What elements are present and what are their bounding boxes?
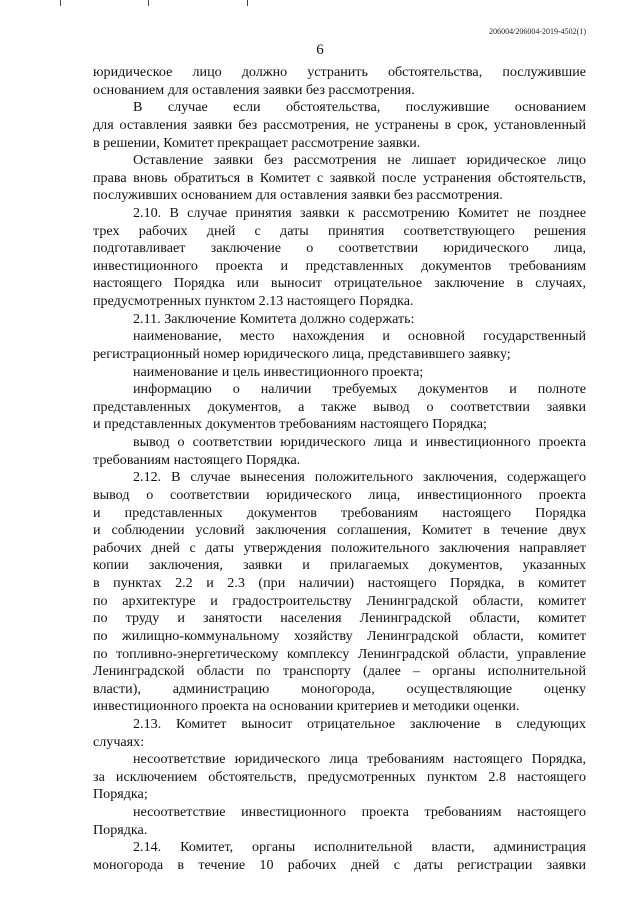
text-line: Ленинградской области по транспорту (далее – органы исполнительной <box>93 663 586 680</box>
text-line: вывод о соответствии юридического лица и инвестиционного проекта <box>133 434 586 450</box>
page-number: 6 <box>316 42 324 58</box>
text-line: наименование и цель инвестиционного проекта; <box>133 363 424 380</box>
text-line: информацию о наличии требуемых документов и полноте <box>133 381 586 398</box>
text-line: по жилищно-коммунальному хозяйству Ленинградской области, комитет <box>93 627 586 644</box>
text-line: права вновь обратиться в Комитет с заявкой после устранения обстоятельств, <box>93 169 586 186</box>
text-line: Порядка; <box>93 786 148 803</box>
text-line: для оставления заявки без рассмотрения, не устранены в срок, установленный <box>93 116 586 133</box>
text-line: инвестиционного проекта и представленных документов требованиям <box>93 257 586 274</box>
text-line: представленных документов, а также вывод о соответствии заявки <box>93 398 586 415</box>
text-line: Оставление заявки без рассмотрения не лишает юридическое лицо <box>133 152 586 169</box>
text-line: 2.14. Комитет, органы исполнительной власти, администрация <box>133 839 586 856</box>
text-line: трех рабочих дней с даты принятия соответствующего решения <box>93 222 586 239</box>
text-line: копии заключения, заявки и прилагаемых документов, указанных <box>93 557 586 574</box>
text-line: и представленных документов требованиям настоящего Порядка <box>93 504 586 521</box>
text-line: в пунктах 2.2 и 2.3 (при наличии) настоящего Порядка, в комитет <box>93 575 586 591</box>
text-line: В случае если обстоятельства, послужившие основанием <box>133 99 586 116</box>
text-line: рабочих дней с даты утверждения положительного заключения направляет <box>93 539 586 556</box>
scan-mark <box>148 0 149 6</box>
text-line: подготавливает заключение о соответствии юридического лица, <box>93 240 586 257</box>
scan-mark <box>60 0 61 6</box>
text-line: требованиям настоящего Порядка. <box>93 451 301 468</box>
text-line: регистрационный номер юридического лица, представившего заявку; <box>93 345 511 362</box>
text-line: вывод о соответствии юридического лица, инвестиционного проекта <box>93 486 586 503</box>
text-line: за исключением обстоятельств, предусмотренных пунктом 2.8 настоящего <box>93 768 586 785</box>
text-line: по топливно-энергетическому комплексу Ленинградской области, управление <box>93 645 586 662</box>
text-line: по труду и занятости населения Ленинградской области, комитет <box>93 610 586 627</box>
text-line: инвестиционного проекта на основании критериев и методики оценки. <box>93 698 520 715</box>
document-id: 206004/206004-2019-4502(1) <box>489 27 586 36</box>
text-line: случаях: <box>93 733 145 750</box>
text-line: по архитектуре и градостроительству Ленинградской области, комитет <box>93 592 586 609</box>
text-line: и соблюдении условий заключения соглашения, Комитет в течение двух <box>93 522 586 539</box>
text-line: Порядка. <box>93 821 148 838</box>
text-line: 2.10. В случае принятия заявки к рассмотрению Комитет не позднее <box>133 205 586 221</box>
scan-mark <box>247 0 248 6</box>
text-line: 2.11. Заключение Комитета должно содержать: <box>133 310 415 327</box>
text-line: и представленных документов требованиям настоящего Порядка; <box>93 416 487 433</box>
text-line: основанием для оставления заявки без рассмотрения. <box>93 81 415 98</box>
text-line: несоответствие инвестиционного проекта требованиям настоящего <box>133 804 586 820</box>
text-line: 2.13. Комитет выносит отрицательное заключение в следующих <box>133 715 586 732</box>
text-line: 2.12. В случае вынесения положительного заключения, содержащего <box>133 469 586 486</box>
text-line: предусмотренных пунктом 2.13 настоящего Порядка. <box>93 293 414 310</box>
text-line: юридическое лицо должно устранить обстоятельства, послужившие <box>93 64 586 80</box>
text-line: моногорода в течение 10 рабочих дней с даты регистрации заявки <box>93 856 586 873</box>
text-line: наименование, место нахождения и основной государственный <box>133 328 586 345</box>
text-line: несоответствие юридического лица требованиям настоящего Порядка, <box>133 751 586 768</box>
text-line: послуживших основанием для оставления заявки без рассмотрения. <box>93 187 503 204</box>
text-line: в решении, Комитет прекращает рассмотрение заявки. <box>93 134 421 151</box>
text-line: власти), администрацию моногорода, осуществляющие оценку <box>93 680 586 697</box>
text-line: настоящего Порядка или выносит отрицательное заключение в случаях, <box>93 275 586 292</box>
